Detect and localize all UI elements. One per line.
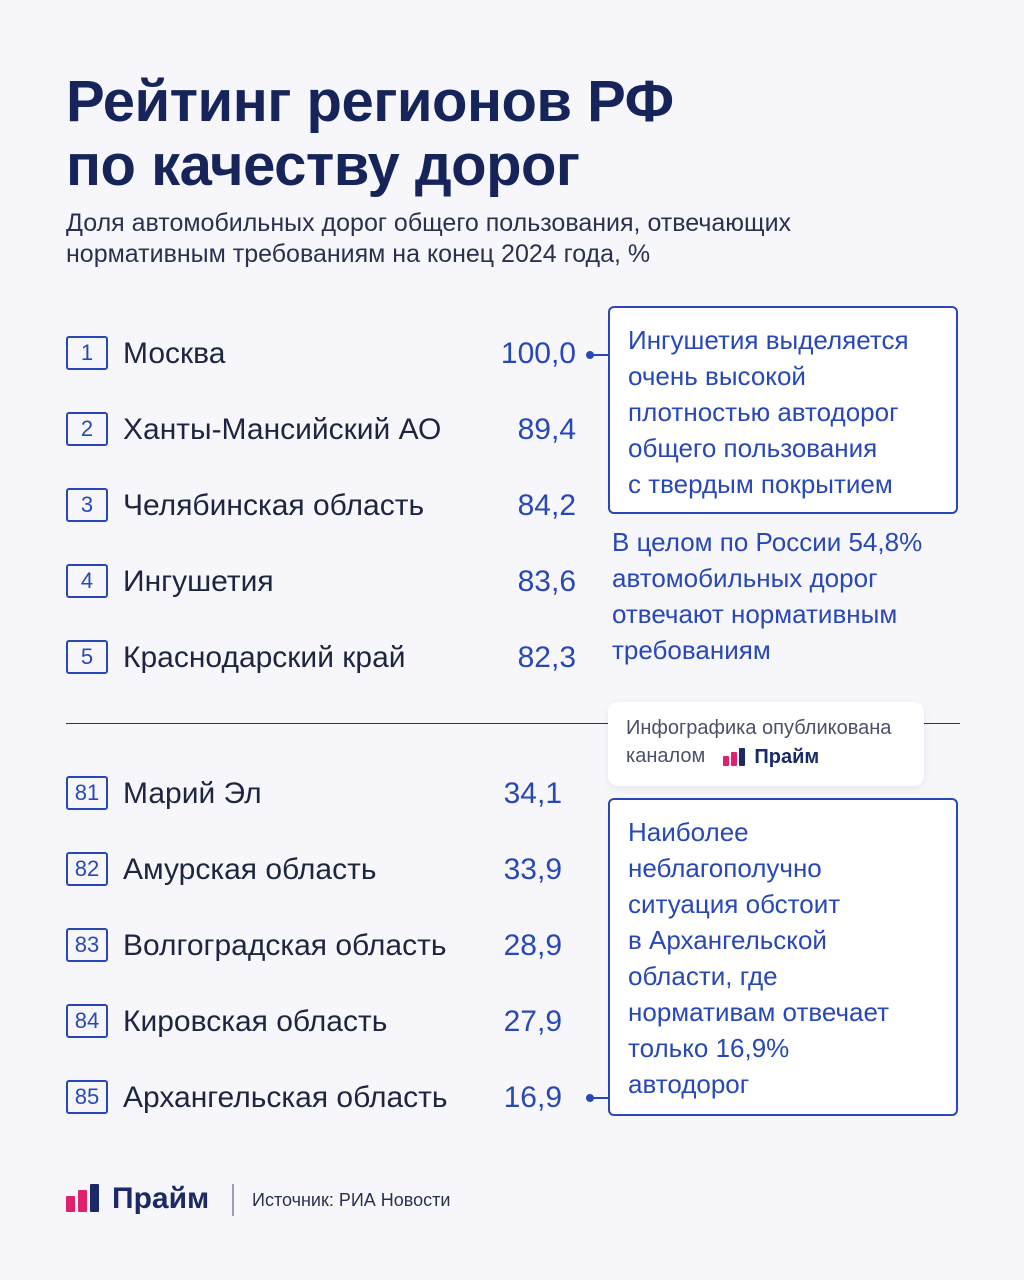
rank-badge: 4 [66,564,108,598]
callout-bottom-line: в Архангельской [628,925,827,955]
table-row [66,850,586,890]
published-line-1: Инфографика опубликована [626,717,892,739]
region-value: 27,9 [503,1005,562,1038]
table-row [66,1078,586,1118]
region-value: 82,3 [517,641,576,674]
region-name: Ингушетия [123,565,274,598]
callout-bottom-line: только 16,9% [628,1033,790,1063]
prime-logo-icon [723,748,745,766]
callout-bottom-line: нормативам отвечает [628,997,889,1027]
callout-arkhangelsk [608,798,958,1116]
note-line: требованиям [612,635,771,665]
rank-badge: 83 [66,928,108,962]
title-line-2: по качеству дорог [66,133,580,198]
region-name: Ханты-Мансийский АО [123,413,442,446]
region-value: 84,2 [517,489,576,522]
connector-line-top [590,354,610,356]
title-line-1: Рейтинг регионов РФ [66,69,674,134]
table-row [66,638,586,678]
region-name: Архангельская область [123,1081,448,1114]
callout-top-line: очень высокой [628,361,806,391]
rank-badge: 3 [66,488,108,522]
region-name: Москва [123,337,226,370]
prime-logo-icon [66,1184,99,1212]
page-subtitle [66,208,946,270]
table-row [66,486,586,526]
callout-top-line: общего пользования [628,433,878,463]
region-name: Марий Эл [123,777,262,810]
rank-badge: 5 [66,640,108,674]
table-row [66,926,586,966]
footer-separator [232,1184,234,1216]
note-line: автомобильных дорог [612,563,878,593]
region-value: 28,9 [503,929,562,962]
region-value: 83,6 [517,565,576,598]
region-value: 34,1 [503,777,562,810]
table-row [66,334,586,374]
rank-badge: 82 [66,852,108,886]
region-name: Челябинская область [123,489,425,522]
callout-bottom-line: неблагополучно [628,853,822,883]
subtitle-line-1: Доля автомобильных дорог общего пользования, отвечающих [66,209,792,237]
note-line: В целом по России 54,8% [612,527,923,557]
page-title [66,70,674,198]
footer [66,1180,666,1220]
rank-badge: 1 [66,336,108,370]
published-brand: Прайм [754,745,820,768]
region-value: 100,0 [500,337,576,370]
callout-top-line: Ингушетия выделяется [628,325,909,355]
region-name: Краснодарский край [123,641,406,674]
rank-badge: 84 [66,1004,108,1038]
subtitle-line-2: нормативным требованиям на конец 2024 года, % [66,240,651,268]
rank-badge: 85 [66,1080,108,1114]
source-label: Источник: РИА Новости [252,1190,451,1210]
rank-badge: 81 [66,776,108,810]
region-name: Амурская область [123,853,377,886]
region-value: 16,9 [503,1081,562,1114]
russia-total-note [612,524,972,668]
callout-top-line: с твердым покрытием [628,469,893,499]
callout-ingushetia [608,306,958,514]
region-name: Кировская область [123,1005,388,1038]
connector-line-bottom [590,1097,610,1099]
callout-bottom-line: автодорог [628,1069,750,1099]
callout-bottom-line: ситуация обстоит [628,889,841,919]
table-row [66,562,586,602]
callout-bottom-line: Наиболее [628,817,749,847]
callout-bottom-line: области, где [628,961,778,991]
note-line: отвечают нормативным [612,599,898,629]
published-badge [608,702,924,786]
rank-badge: 2 [66,412,108,446]
region-value: 89,4 [517,413,576,446]
published-line-2: каналом [626,745,706,767]
callout-top-line: плотностью автодорог [628,397,899,427]
table-row [66,1002,586,1042]
footer-brand: Прайм [112,1182,210,1215]
table-row [66,774,586,814]
region-value: 33,9 [503,853,562,886]
region-name: Волгоградская область [123,929,447,962]
table-row [66,410,586,450]
